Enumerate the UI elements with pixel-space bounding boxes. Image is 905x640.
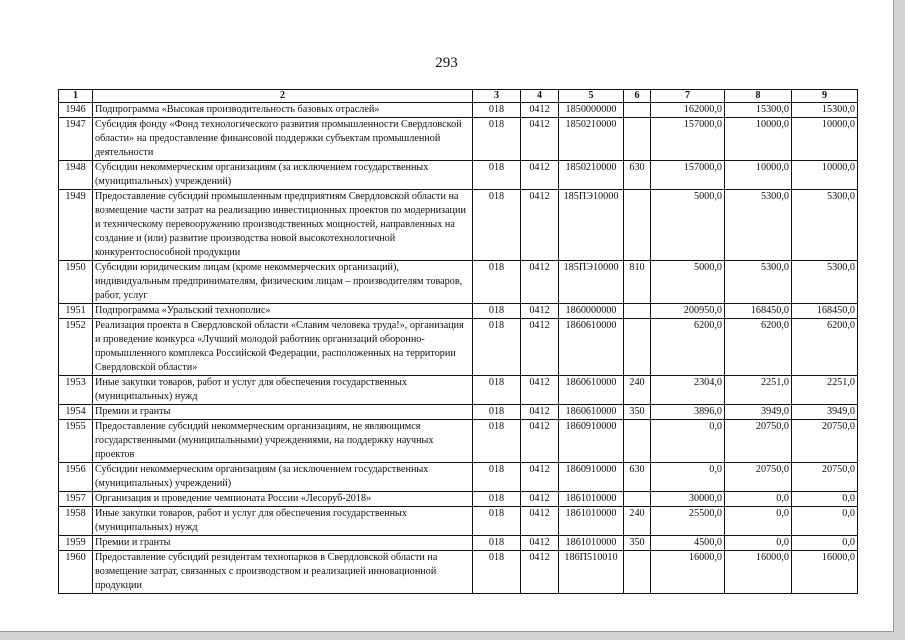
ministry-code: 018 [473,103,521,118]
column-header: 1 [59,90,93,103]
ministry-code: 018 [473,261,521,304]
amount-column-9: 0,0 [792,536,858,551]
ministry-code: 018 [473,420,521,463]
table-body [59,103,858,594]
target-article-code: 1860610000 [559,319,624,376]
target-article-code: 1860910000 [559,420,624,463]
ministry-code: 018 [473,551,521,594]
ministry-code: 018 [473,405,521,420]
amount-column-7: 5000,0 [651,261,725,304]
amount-column-7: 157000,0 [651,161,725,190]
amount-column-8: 16000,0 [725,551,792,594]
table-header-row [59,90,858,103]
section-code: 0412 [521,492,559,507]
target-article-code: 185ПЭ10000 [559,261,624,304]
page-number: 293 [435,55,458,71]
row-number: 1946 [59,103,93,118]
table-row [59,492,858,507]
expense-type-code: 240 [624,376,651,405]
ministry-code: 018 [473,319,521,376]
row-number: 1954 [59,405,93,420]
table-row [59,161,858,190]
amount-column-7: 0,0 [651,420,725,463]
amount-column-7: 0,0 [651,463,725,492]
row-description: Предоставление субсидий резидентам технопарков в Свердловской области на возмещение затрат, связанных с производством и реализацией инновационной продукции [93,551,473,594]
row-description: Иные закупки товаров, работ и услуг для обеспечения государственных (муниципальных) нужд [93,376,473,405]
amount-column-7: 30000,0 [651,492,725,507]
row-description: Организация и проведение чемпионата России «Лесоруб-2018» [93,492,473,507]
target-article-code: 1850210000 [559,118,624,161]
expense-type-code: 350 [624,536,651,551]
table-row [59,420,858,463]
table-row [59,405,858,420]
target-article-code: 1860610000 [559,376,624,405]
ministry-code: 018 [473,304,521,319]
amount-column-8: 20750,0 [725,463,792,492]
amount-column-8: 15300,0 [725,103,792,118]
expense-type-code: 630 [624,161,651,190]
expense-type-code [624,118,651,161]
amount-column-8: 0,0 [725,492,792,507]
row-description: Предоставление субсидий промышленным предприятиям Свердловской области на возмещение части затрат на реализацию инвестиционных проектов по модернизации и техническому перевооружению производственных мощностей, направленных на создание и (или) развитие производства новой высокотехнологичной конкурентоспособной продукции [93,190,473,261]
ministry-code: 018 [473,536,521,551]
amount-column-9: 10000,0 [792,118,858,161]
table-row [59,507,858,536]
target-article-code: 1860610000 [559,405,624,420]
amount-column-8: 0,0 [725,536,792,551]
amount-column-8: 5300,0 [725,190,792,261]
amount-column-9: 10000,0 [792,161,858,190]
expense-type-code [624,190,651,261]
column-header: 2 [93,90,473,103]
row-description: Подпрограмма «Высокая производительность базовых отраслей» [93,103,473,118]
target-article-code: 1861010000 [559,492,624,507]
row-number: 1953 [59,376,93,405]
amount-column-7: 157000,0 [651,118,725,161]
section-code: 0412 [521,304,559,319]
row-description: Реализация проекта в Свердловской области «Славим человека труда!», организация и проведение конкурса «Лучший молодой работник организаций оборонно-промышленного комплекса Российской Федерации, расположенных на территории Свердловской области» [93,319,473,376]
row-description: Субсидия фонду «Фонд технологического развития промышленности Свердловской области» на предоставление финансовой поддержки субъектам промышленной деятельности [93,118,473,161]
row-description: Субсидии некоммерческим организациям (за исключением государственных (муниципальных) учреждений) [93,161,473,190]
row-description: Субсидии юридическим лицам (кроме некоммерческих организаций), индивидуальным предпринимателям, физическим лицам – производителям товаров, работ, услуг [93,261,473,304]
ministry-code: 018 [473,190,521,261]
amount-column-8: 5300,0 [725,261,792,304]
row-number: 1960 [59,551,93,594]
table-row [59,118,858,161]
table-row [59,304,858,319]
section-code: 0412 [521,261,559,304]
ministry-code: 018 [473,463,521,492]
ministry-code: 018 [473,118,521,161]
target-article-code: 1861010000 [559,507,624,536]
table-row [59,261,858,304]
section-code: 0412 [521,376,559,405]
row-description: Премии и гранты [93,536,473,551]
table-row [59,376,858,405]
expense-type-code: 630 [624,463,651,492]
amount-column-9: 16000,0 [792,551,858,594]
amount-column-9: 20750,0 [792,420,858,463]
amount-column-8: 3949,0 [725,405,792,420]
amount-column-9: 5300,0 [792,261,858,304]
expense-type-code [624,304,651,319]
column-header: 8 [725,90,792,103]
amount-column-9: 168450,0 [792,304,858,319]
row-number: 1955 [59,420,93,463]
section-code: 0412 [521,420,559,463]
row-number: 1952 [59,319,93,376]
target-article-code: 1861010000 [559,536,624,551]
ministry-code: 018 [473,507,521,536]
expense-type-code: 350 [624,405,651,420]
target-article-code: 1850000000 [559,103,624,118]
row-description: Подпрограмма «Уральский технополис» [93,304,473,319]
target-article-code: 1860000000 [559,304,624,319]
amount-column-9: 20750,0 [792,463,858,492]
section-code: 0412 [521,161,559,190]
expense-type-code: 240 [624,507,651,536]
target-article-code: 1860910000 [559,463,624,492]
amount-column-8: 0,0 [725,507,792,536]
section-code: 0412 [521,551,559,594]
amount-column-9: 2251,0 [792,376,858,405]
amount-column-9: 15300,0 [792,103,858,118]
row-number: 1957 [59,492,93,507]
amount-column-9: 5300,0 [792,190,858,261]
column-header: 5 [559,90,624,103]
target-article-code: 185ПЭ10000 [559,190,624,261]
amount-column-7: 6200,0 [651,319,725,376]
ministry-code: 018 [473,376,521,405]
amount-column-7: 162000,0 [651,103,725,118]
amount-column-9: 0,0 [792,507,858,536]
target-article-code: 186П510010 [559,551,624,594]
expense-type-code: 810 [624,261,651,304]
ministry-code: 018 [473,161,521,190]
section-code: 0412 [521,103,559,118]
amount-column-8: 6200,0 [725,319,792,376]
section-code: 0412 [521,190,559,261]
row-description: Субсидии некоммерческим организациям (за исключением государственных (муниципальных) учреждений) [93,463,473,492]
expense-type-code [624,103,651,118]
budget-table [58,89,858,594]
row-number: 1949 [59,190,93,261]
expense-type-code [624,492,651,507]
row-description: Иные закупки товаров, работ и услуг для обеспечения государственных (муниципальных) нужд [93,507,473,536]
amount-column-7: 200950,0 [651,304,725,319]
row-description: Предоставление субсидий некоммерческим организациям, не являющимся государственными (муниципальными) учреждениями, на поддержку научных проектов [93,420,473,463]
amount-column-7: 4500,0 [651,536,725,551]
row-number: 1958 [59,507,93,536]
target-article-code: 1850210000 [559,161,624,190]
amount-column-8: 168450,0 [725,304,792,319]
expense-type-code [624,319,651,376]
table-row [59,463,858,492]
column-header: 6 [624,90,651,103]
section-code: 0412 [521,319,559,376]
row-number: 1959 [59,536,93,551]
column-header: 9 [792,90,858,103]
ministry-code: 018 [473,492,521,507]
amount-column-7: 2304,0 [651,376,725,405]
amount-column-8: 10000,0 [725,161,792,190]
amount-column-9: 3949,0 [792,405,858,420]
section-code: 0412 [521,463,559,492]
amount-column-8: 2251,0 [725,376,792,405]
expense-type-code [624,420,651,463]
row-number: 1951 [59,304,93,319]
amount-column-8: 20750,0 [725,420,792,463]
column-header: 4 [521,90,559,103]
row-number: 1948 [59,161,93,190]
section-code: 0412 [521,507,559,536]
row-number: 1956 [59,463,93,492]
amount-column-7: 25500,0 [651,507,725,536]
table-row [59,190,858,261]
column-header: 3 [473,90,521,103]
section-code: 0412 [521,536,559,551]
table-row [59,103,858,118]
section-code: 0412 [521,405,559,420]
amount-column-7: 5000,0 [651,190,725,261]
amount-column-8: 10000,0 [725,118,792,161]
expense-type-code [624,551,651,594]
amount-column-7: 3896,0 [651,405,725,420]
table-row [59,551,858,594]
row-number: 1947 [59,118,93,161]
row-number: 1950 [59,261,93,304]
table-row [59,319,858,376]
row-description: Премии и гранты [93,405,473,420]
amount-column-7: 16000,0 [651,551,725,594]
amount-column-9: 6200,0 [792,319,858,376]
section-code: 0412 [521,118,559,161]
table-row [59,536,858,551]
column-header: 7 [651,90,725,103]
amount-column-9: 0,0 [792,492,858,507]
